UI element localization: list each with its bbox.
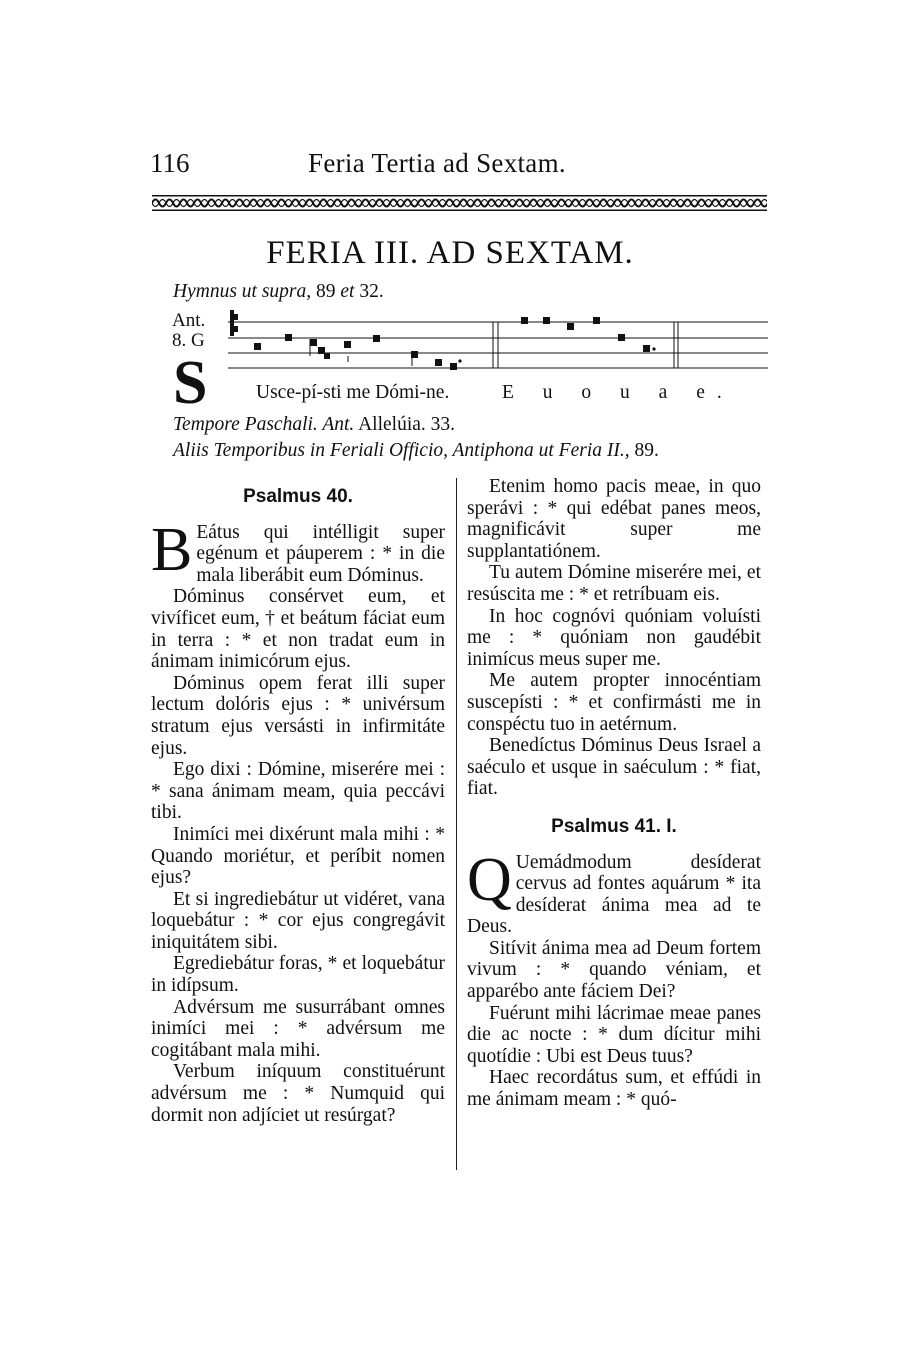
antiphon-mode: 8. G [172, 330, 205, 351]
antiphon-initial: S [173, 349, 208, 417]
verse: Sitívit ánima mea ad Deum fortem vivum : * quando véniam, et apparébo ante fáciem Dei? [467, 937, 761, 1003]
verse: B Eátus qui intélligit super egénum et páuperem : * in die mala liberábit eum Dóminus. [151, 515, 445, 586]
verse: Advérsum me susurrábant omnes inimíci mei : * advérsum me cogitábant mala mihi. [151, 996, 445, 1061]
verse: Etenim homo pacis meae, in quo sperávi : * qui edébat panes meos, magnificávit super me supplantatiónem. [467, 476, 761, 562]
verse: Dóminus consérvet eum, et vivíficet eum, † et beátum fáciat eum in terra : * et non tradat eum in ánimam inimicórum ejus. [151, 586, 445, 673]
ornamental-rule [152, 195, 767, 211]
verse: Dóminus opem ferat illi super lectum dolóris ejus : * univérsum stratum ejus versásti in infirmitáte ejus. [151, 672, 445, 759]
antiphon-label: Ant. [172, 310, 206, 331]
verse: Haec recordátus sum, et effúdi in me ánimam meam : * quó- [467, 1067, 761, 1111]
verse: In hoc cognóvi quóniam voluísti me : * quóniam non gaudébit inimícus meus super me. [467, 605, 761, 670]
verse: Egrediebátur foras, * et loquebátur in idípsum. [151, 953, 445, 997]
verse: Verbum iníquum constituérunt advérsum me : * Numquid qui dormit non adjíciet ut resúrgat? [151, 1061, 445, 1126]
running-title: Feria Tertia ad Sextam. [308, 148, 566, 178]
office-title: FERIA III. AD SEXTAM. [266, 235, 634, 271]
other-times-rubric: Aliis Temporibus in Feriali Officio, Antiphona ut Feria II., 89. [173, 440, 659, 461]
chant-staff [228, 308, 768, 374]
hymn-reference: Hymnus ut supra, 89 et 32. [173, 281, 384, 302]
psalm-heading: Psalmus 41. I. [551, 815, 677, 837]
verse: Et si ingrediebátur ut vidéret, vana loquebátur : * cor ejus congregávit iniquitátem sibi. [151, 888, 445, 953]
verse: Me autem propter innocéntiam suscepísti : * et confirmásti me in conspéctu tuo in aetérnum. [467, 670, 761, 735]
verse: Fuérunt mihi lácrimae meae panes die ac nocte : * dum dícitur mihi quotídie : Ubi est Deus tuus? [467, 1002, 761, 1067]
right-column [467, 476, 761, 1111]
drop-cap: Q [467, 845, 512, 914]
column-divider [456, 478, 457, 1170]
drop-cap: B [151, 515, 193, 584]
verse: Benedíctus Dóminus Deus Israel a saéculo et usque in saéculum : * fiat, fiat. [467, 735, 761, 800]
page-number: 116 [150, 148, 190, 178]
psalm-heading: Psalmus 40. [243, 486, 353, 507]
verse: Tu autem Dómine miserére mei, et resúscita me : * et retríbuam eis. [467, 562, 761, 605]
verse: Ego dixi : Dómine, miserére mei : * sana ánimam meam, quia peccávi tibi. [151, 759, 445, 824]
paschal-rubric: Tempore Paschali. Ant. Allelúia. 33. [173, 414, 456, 435]
verse: Q Uemádmodum desíderat cervus ad fontes aquárum * ita desíderat ánima mea ad te Deus. [467, 845, 761, 938]
verse: Inimíci mei dixérunt mala mihi : * Quando moriétur, et períbit nomen ejus? [151, 823, 445, 889]
running-head [150, 148, 770, 188]
antiphon-text: Usce-pí-sti me Dómi-ne. [256, 382, 450, 403]
euouae: E u o u a e. [502, 382, 734, 403]
c-clef-icon [230, 310, 238, 336]
left-column [151, 482, 445, 1126]
